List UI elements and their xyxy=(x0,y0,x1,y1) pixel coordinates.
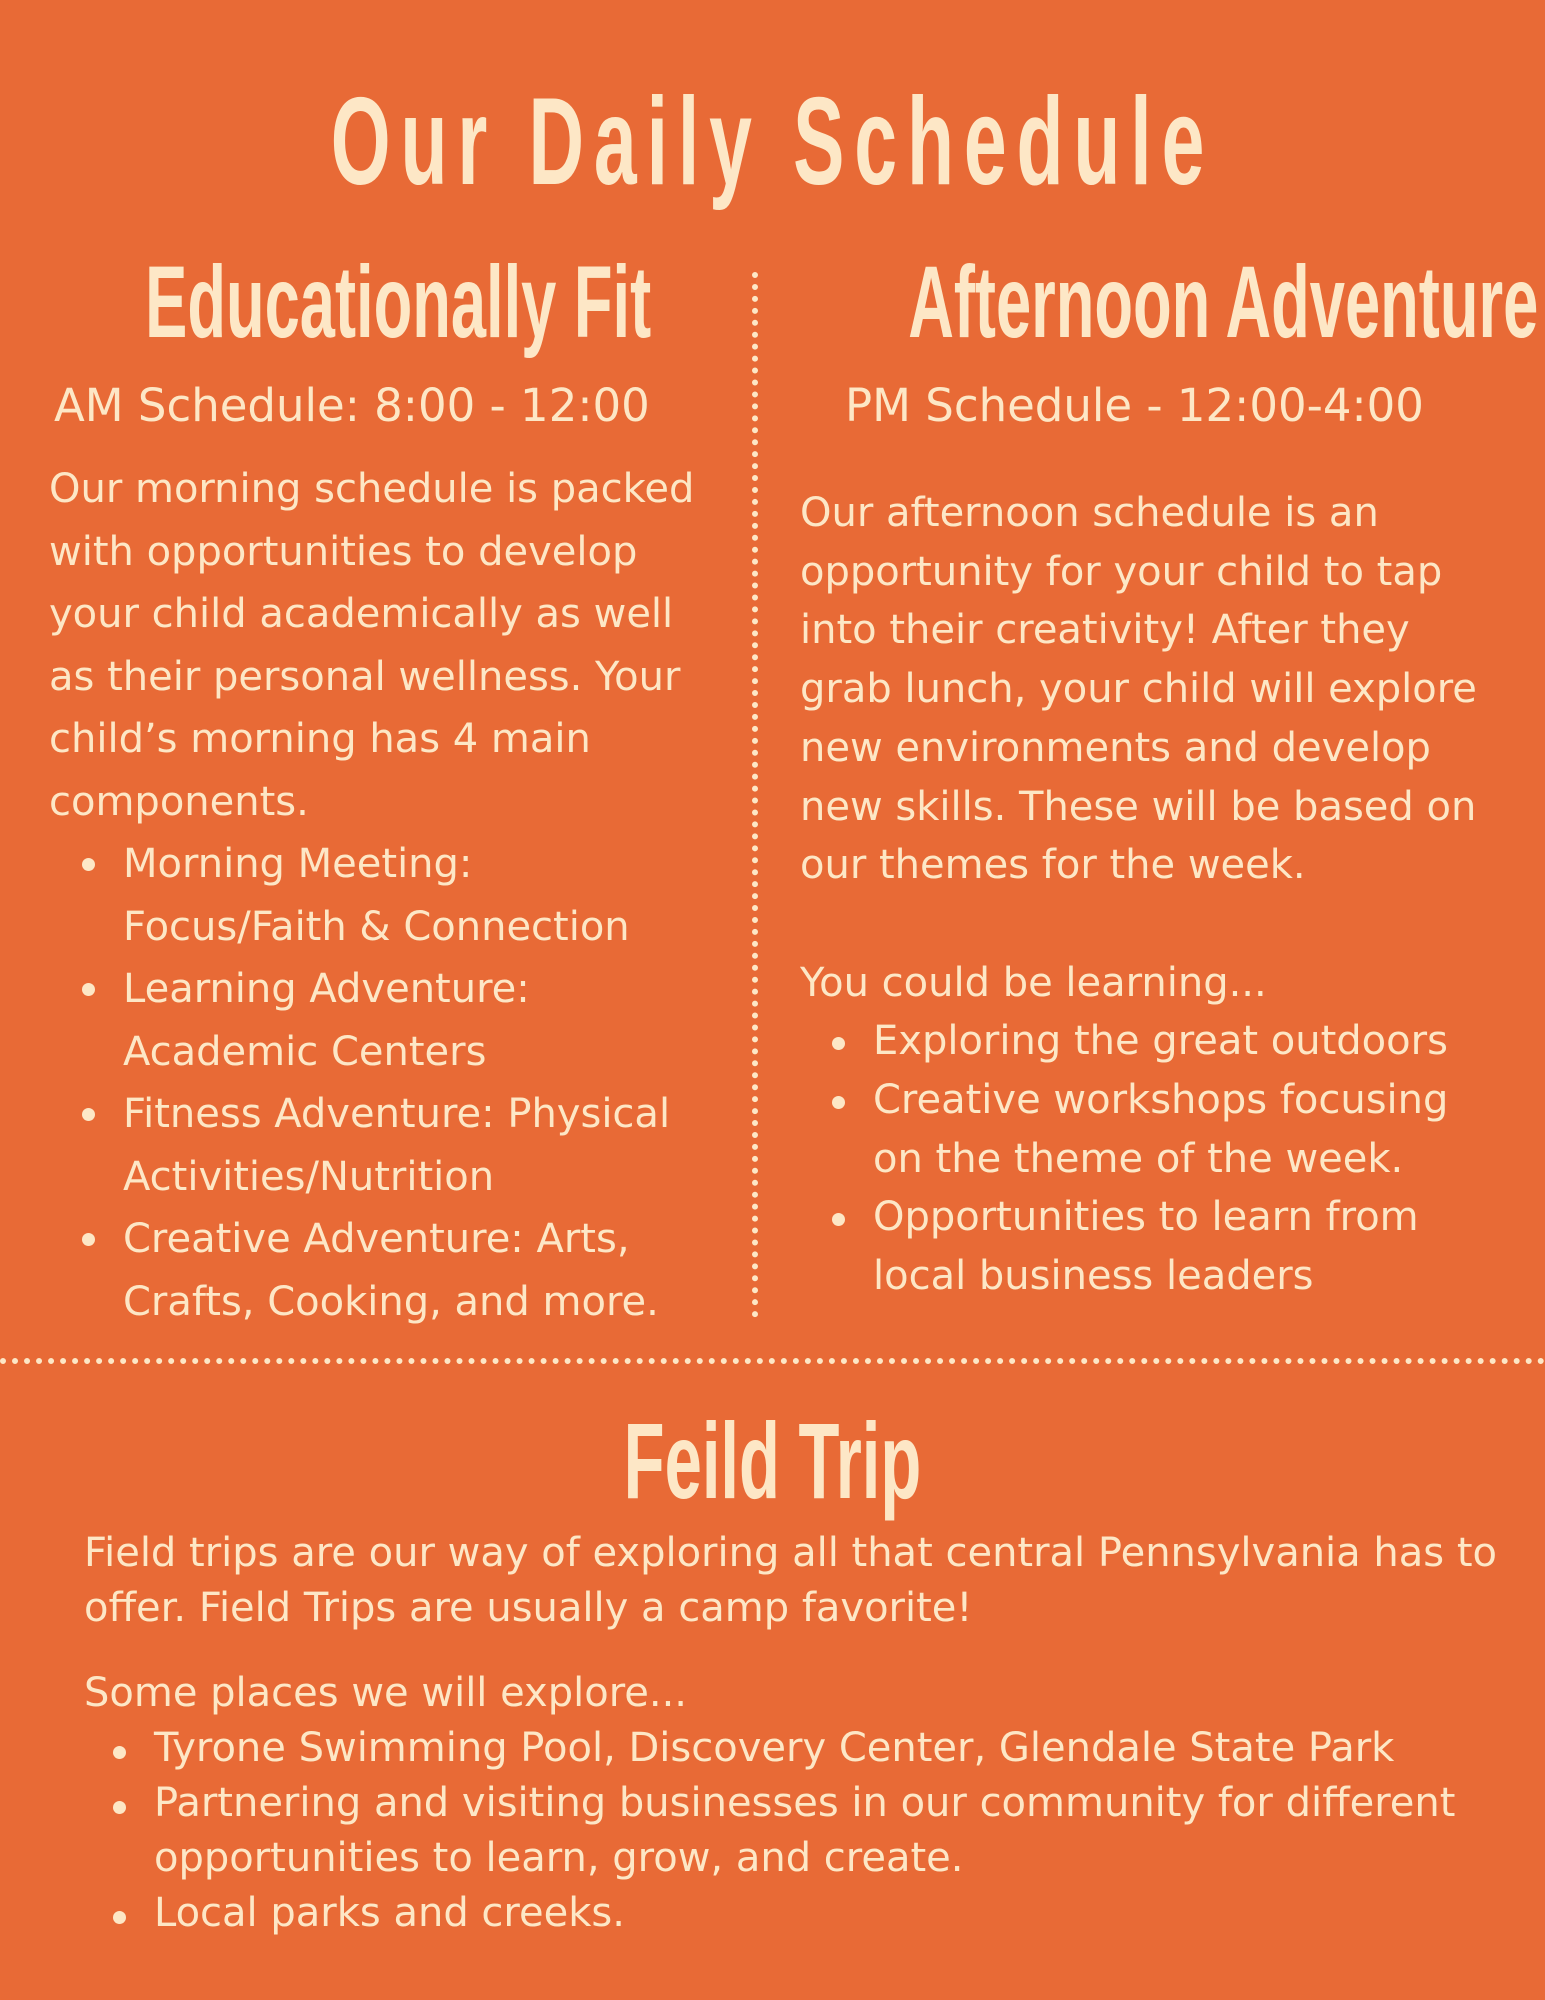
list-item-line: Creative workshops focusing xyxy=(873,1077,1449,1124)
list-item-line: Academic Centers xyxy=(123,1028,487,1075)
field-trip-places-list xyxy=(84,1721,1497,1941)
afternoon-activities-list xyxy=(800,1012,1477,1306)
list-item xyxy=(123,833,694,958)
list-item-line: Partnering and visiting businesses in our community for different xyxy=(154,1780,1456,1826)
list-item-line: Exploring the great outdoors xyxy=(873,1018,1448,1065)
explore-lead: Some places we will explore... xyxy=(84,1670,688,1716)
list-item-line: Focus/Faith & Connection xyxy=(123,903,630,950)
page-title: Our Daily Schedule xyxy=(330,73,1215,211)
field-trip-description xyxy=(84,1526,1497,1636)
list-item-line: Learning Adventure: xyxy=(123,966,530,1012)
list-item xyxy=(154,1886,1497,1941)
list-item xyxy=(873,1188,1477,1305)
description-line: as their personal wellness. Your xyxy=(49,653,681,700)
list-item xyxy=(154,1776,1497,1886)
list-item xyxy=(154,1721,1497,1776)
description-line: Our afternoon schedule is an xyxy=(800,490,1379,536)
description-line: grab lunch, your child will explore xyxy=(800,666,1477,713)
description-line: child’s morning has 4 main xyxy=(49,716,591,762)
spacer xyxy=(800,895,1477,954)
afternoon-adventure-heading: Afternoon Adventure xyxy=(908,245,1539,359)
list-item-line: local business leaders xyxy=(873,1253,1314,1300)
description-line: with opportunities to develop xyxy=(49,528,638,575)
field-trip-section xyxy=(84,1526,1497,1941)
list-item xyxy=(873,1071,1477,1188)
description-line: your child academically as well xyxy=(49,591,674,637)
list-item xyxy=(123,1083,694,1208)
list-item-line: Morning Meeting: xyxy=(123,841,473,887)
description-line: into their creativity! After they xyxy=(800,607,1410,654)
morning-components-list xyxy=(49,833,694,1333)
description-line: our themes for the week. xyxy=(800,842,1306,889)
list-item-line: Fitness Adventure: Physical xyxy=(123,1091,671,1137)
description-line: opportunity for your child to tap xyxy=(800,548,1443,595)
list-item-line: Local parks and creeks. xyxy=(154,1890,625,1936)
list-item xyxy=(123,1208,694,1333)
description-line: offer. Field Trips are usually a camp favorite! xyxy=(84,1585,973,1631)
learning-lead: You could be learning... xyxy=(800,959,1267,1006)
list-item-line: Creative Adventure: Arts, xyxy=(123,1216,630,1262)
description-line: new environments and develop xyxy=(800,724,1431,771)
description-line: Field trips are our way of exploring all that central Pennsylvania has to xyxy=(84,1530,1497,1576)
list-item-line: Tyrone Swimming Pool, Discovery Center, Glendale State Park xyxy=(154,1725,1395,1771)
educationally-fit-heading: Educationally Fit xyxy=(145,245,652,359)
morning-schedule-section xyxy=(49,458,694,1333)
afternoon-schedule-section xyxy=(800,484,1477,1306)
list-item-line: Crafts, Cooking, and more. xyxy=(123,1278,659,1325)
morning-description xyxy=(49,458,694,833)
list-item-line: Activities/Nutrition xyxy=(123,1153,495,1200)
description-line: components. xyxy=(49,778,309,825)
pm-schedule-time: PM Schedule - 12:00-4:00 xyxy=(845,379,1424,432)
description-line: Our morning schedule is packed xyxy=(49,466,695,512)
list-item xyxy=(873,1012,1477,1071)
spacer xyxy=(84,1636,1497,1666)
am-schedule-time: AM Schedule: 8:00 - 12:00 xyxy=(54,379,650,432)
list-item-line: on the theme of the week. xyxy=(873,1135,1404,1182)
description-line: new skills. These will be based on xyxy=(800,783,1477,830)
list-item-line: Opportunities to learn from xyxy=(873,1194,1419,1241)
vertical-dotted-divider xyxy=(752,272,758,1318)
list-item-line: opportunities to learn, grow, and create. xyxy=(154,1835,964,1881)
horizontal-dotted-divider xyxy=(0,1358,1545,1364)
afternoon-description xyxy=(800,484,1477,895)
field-trip-heading: Feild Trip xyxy=(623,1400,922,1521)
list-item xyxy=(123,958,694,1083)
